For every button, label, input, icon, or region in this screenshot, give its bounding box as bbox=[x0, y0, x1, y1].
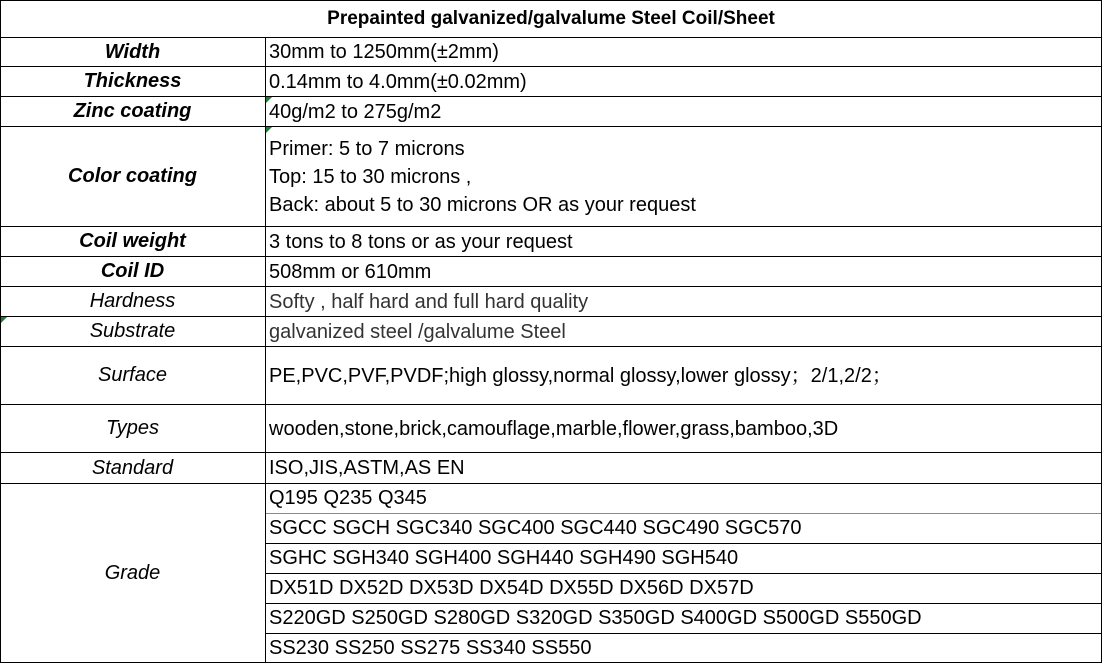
grade-line: SGHC SGH340 SGH400 SGH440 SGH490 SGH540 bbox=[269, 547, 739, 569]
row-value-types bbox=[269, 405, 1097, 452]
value-line: Back: about 5 to 30 microns OR as your request bbox=[269, 193, 696, 216]
grade-line: Q195 Q235 Q345 bbox=[269, 487, 427, 509]
grade-line: S220GD S250GD S280GD S320GD S350GD S400GD S500GD S550GD bbox=[269, 607, 922, 629]
row-label-standard: Standard bbox=[91, 456, 174, 479]
row-value-hardness bbox=[269, 287, 1097, 316]
value-line: 30mm to 1250mm(±2mm) bbox=[269, 41, 499, 63]
row-label-color-coating: Color coating bbox=[68, 165, 197, 187]
row-value-surface bbox=[269, 347, 1097, 404]
row-value-color-coating bbox=[269, 127, 1097, 226]
row-label-surface: Surface bbox=[98, 364, 167, 386]
value-line: Top: 15 to 30 microns , bbox=[269, 165, 472, 188]
value-line: 508mm or 610mm bbox=[269, 260, 432, 283]
row-label-coil-weight: Coil weight bbox=[79, 230, 186, 252]
row-label-hardness: Hardness bbox=[89, 290, 176, 312]
row-value-zinc-coating bbox=[269, 97, 1097, 126]
grade-line: SGCC SGCH SGC340 SGC400 SGC440 SGC490 SGC570 bbox=[269, 517, 802, 539]
grade-line: SS230 SS250 SS275 SS340 SS550 bbox=[269, 636, 592, 659]
row-value-substrate bbox=[269, 317, 1097, 346]
row-value-coil-weight bbox=[269, 227, 1097, 256]
value-line: PE,PVC,PVF,PVDF;high glossy,normal glossy,lower glossy；2/1,2/2； bbox=[269, 364, 892, 387]
value-line: 0.14mm to 4.0mm(±0.02mm) bbox=[269, 70, 527, 93]
row-label-substrate: Substrate bbox=[89, 320, 176, 342]
value-line: galvanized steel /galvalume Steel bbox=[269, 320, 566, 343]
row-value-coil-id bbox=[269, 257, 1097, 286]
value-line: wooden,stone,brick,camouflage,marble,flower,grass,bamboo,3D bbox=[269, 417, 839, 440]
value-line: 40g/m2 to 275g/m2 bbox=[269, 100, 442, 123]
row-label-coil-id: Coil ID bbox=[100, 260, 165, 282]
table-border-top bbox=[0, 0, 1102, 1]
value-line: ISO,JIS,ASTM,AS EN bbox=[269, 457, 465, 479]
value-line: 3 tons to 8 tons or as your request bbox=[269, 230, 573, 253]
row-value-standard bbox=[269, 453, 1097, 483]
row-label-grade: Grade bbox=[104, 561, 161, 584]
row-value-width bbox=[269, 38, 1097, 66]
grade-line: DX51D DX52D DX53D DX54D DX55D DX56D DX57D bbox=[269, 577, 754, 599]
value-line: Softy , half hard and full hard quality bbox=[269, 290, 589, 313]
table-title: Prepainted galvanized/galvalume Steel Coil/Sheet bbox=[327, 7, 775, 29]
row-label-types: Types bbox=[106, 417, 159, 439]
row-label-width: Width bbox=[104, 40, 161, 63]
row-label-zinc-coating: Zinc coating bbox=[73, 100, 192, 122]
row-value-thickness bbox=[269, 67, 1097, 96]
row-label-thickness: Thickness bbox=[83, 70, 182, 92]
value-line: Primer: 5 to 7 microns bbox=[269, 137, 465, 160]
